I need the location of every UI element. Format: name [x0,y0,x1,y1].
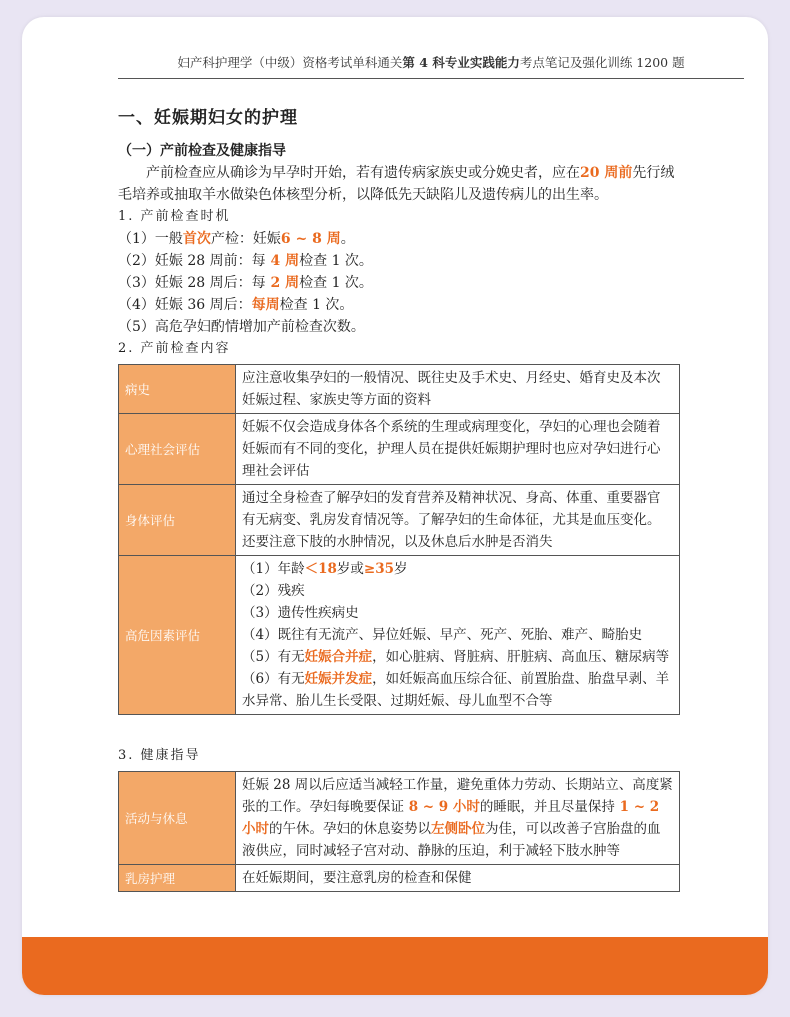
rest-value [236,772,680,865]
psych-key: 心理社会评估 [119,414,236,485]
subsection-title: （一）产前检查及健康指导 [118,143,286,159]
timing-1-c: 。 [340,231,355,247]
risk-5-hl: 妊娠合并症 [304,649,373,665]
rest-c: 的午休。孕妇的休息姿势以 [269,821,431,837]
page [22,17,768,995]
timing-2-hl1: 4 周 [265,253,300,269]
risk-1-hl: ＜18 [304,561,337,577]
footer-band [22,937,768,995]
risk-line-1 [242,558,673,580]
risk-value [236,556,680,715]
table-row [119,485,680,556]
header-prefix: 妇产科护理学（中级）资格考试单科通关 [177,55,403,70]
timing-1-hl2: 6 ~ 8 周 [280,231,341,247]
timing-4-b: 检查 1 次。 [279,297,354,313]
risk-1-c: 岁 [394,561,408,577]
content-title: 2. 产前检查内容 [118,341,231,356]
timing-1-hl1: 首次 [182,231,211,247]
table-row [119,414,680,485]
table-row [119,772,680,865]
rest-hl2: 1 ~ 2 小时 [242,799,660,837]
psych-value: 妊娠不仅会造成身体各个系统的生理或病理变化，孕妇的心理也会随着妊娠而有不同的变化，护理人员在提供妊娠期护理时也应对孕妇进行心理社会评估 [236,414,680,485]
body-key: 身体评估 [119,485,236,556]
history-key: 病史 [119,365,236,414]
main-content [118,103,678,892]
risk-line-5 [242,646,673,668]
risk-1-b: 岁或 [336,561,364,577]
risk-1-a: （1）年龄 [242,561,305,577]
rest-a: 妊娠 28 周以后应适当减轻工作量，避免重体力劳动、长期站立、高度紧张的工作。孕妇每晚要保证 [242,777,673,815]
table-row [119,865,680,892]
risk-line-4: （4）既往有无流产、异位妊娠、早产、死产、死胎、难产、畸胎史 [242,627,643,643]
risk-6-b: ，如妊娠高血压综合征、前置胎盘、胎盘早剥、羊水异常、胎儿生长受限、过期妊娠、母儿血型不合等 [242,671,670,709]
timing-3-b: 检查 1 次。 [299,275,373,291]
header-suffix: 考点笔记及强化训练 1200 题 [519,55,685,70]
risk-6-a: （6）有无 [242,671,305,687]
health-title: 3. 健康指导 [118,748,201,763]
exam-content-table [118,364,680,715]
timing-5-a: （5）高危孕妇酌情增加产前检查次数。 [118,319,365,335]
risk-6-hl: 妊娠并发症 [304,671,373,687]
intro-paragraph [118,162,678,206]
breast-key: 乳房护理 [119,865,236,892]
timing-item-4 [118,294,678,316]
timing-item-5 [118,316,678,338]
timing-4-hl1: 每周 [251,297,280,313]
risk-key: 高危因素评估 [119,556,236,715]
rest-b: 的睡眠，并且尽量保持 [479,799,615,815]
header-bold: 第 4 科专业实践能力 [402,55,520,70]
rest-hl3: 左侧卧位 [431,821,485,837]
section-title: 一、妊娠期妇女的护理 [118,108,298,128]
risk-5-a: （5）有无 [242,649,305,665]
body-value: 通过全身检查了解孕妇的发育营养及精神状况、身高、体重、重要器官有无病变、乳房发育情况等。了解孕妇的生命体征，尤其是血压变化。还要注意下肢的水肿情况，以及休息后水肿是否消失 [236,485,680,556]
timing-title: 1. 产前检查时机 [118,209,231,224]
risk-1-hl2: ≥35 [363,561,394,577]
timing-item-1 [118,228,678,250]
rest-key: 活动与休息 [119,772,236,865]
timing-2-b: 检查 1 次。 [299,253,373,269]
risk-line-2: （2）残疾 [242,583,305,599]
risk-5-b: ，如心脏病、肾脏病、肝脏病、高血压、糖尿病等 [372,649,670,665]
timing-2-a: （2）妊娠 28 周前：每 [118,253,266,269]
intro-text-b: 先行绒毛培养或抽取羊水做染色体核型分析，以降低先天缺陷儿及遗传病儿的出生率。 [118,165,675,203]
table-row [119,556,680,715]
timing-1-b: 产检：妊娠 [210,231,281,247]
table-row [119,365,680,414]
risk-line-3: （3）遗传性疾病史 [242,605,359,621]
risk-line-6 [242,668,673,712]
rest-d: 为佳，可以改善子宫胎盘的血液供应，同时减轻子宫对动、静脉的压迫，利于减轻下肢水肿等 [242,821,661,859]
health-guidance-table [118,771,680,892]
rest-hl1: 8 ~ 9 小时 [404,799,480,815]
breast-value: 在妊娠期间，要注意乳房的检查和保健 [236,865,680,892]
timing-3-a: （3）妊娠 28 周后：每 [118,275,266,291]
running-header [118,53,744,79]
timing-4-a: （4）妊娠 36 周后： [118,297,252,313]
history-value: 应注意收集孕妇的一般情况、既往史及手术史、月经史、婚育史及本次妊娠过程、家族史等方面的资料 [236,365,680,414]
timing-item-3 [118,272,678,294]
timing-item-2 [118,250,678,272]
timing-3-hl1: 2 周 [265,275,300,291]
timing-1-a: （1）一般 [118,231,183,247]
intro-text-a: 产前检查应从确诊为早孕时开始，若有遗传病家族史或分娩史者，应在 [146,165,580,181]
intro-highlight: 20 周前 [580,165,633,181]
